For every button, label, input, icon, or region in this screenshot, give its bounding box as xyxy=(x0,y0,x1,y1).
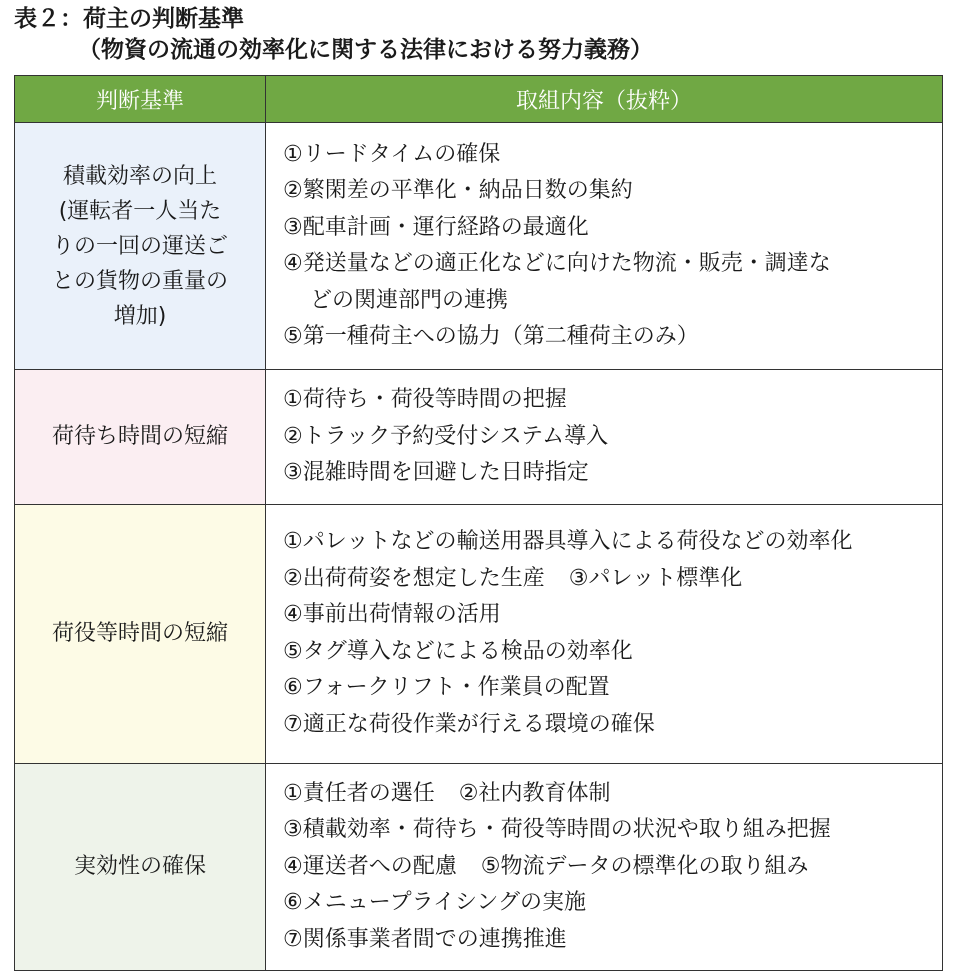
header-actions: 取組内容（抜粋） xyxy=(266,76,943,123)
actions-cell xyxy=(266,370,943,505)
table-row-loading-efficiency xyxy=(15,123,943,370)
criterion-cell xyxy=(15,370,266,505)
criterion-line: 荷役等時間の短縮 xyxy=(51,621,228,646)
action-item: ⑤タグ導入などによる検品の効率化 xyxy=(283,638,633,664)
criterion-line: りの一回の運送ご xyxy=(51,233,228,259)
action-item: ⑤第一種荷主への協力（第二種荷主のみ） xyxy=(283,324,699,349)
action-item: ③積載効率・荷待ち・荷役等時間の状況や取り組み把握 xyxy=(283,817,831,842)
action-item: ①責任者の選任 xyxy=(283,780,435,806)
title-line-2: （物資の流通の効率化に関する法律における努力義務） xyxy=(78,37,653,63)
criterion-cell xyxy=(15,123,266,370)
criterion-line: 積載効率の向上 xyxy=(62,163,217,189)
action-item: ④事前出荷情報の活用 xyxy=(283,602,501,627)
action-item: ⑦関係事業者間での連携推進 xyxy=(283,926,567,952)
table-row-handling-time xyxy=(15,504,943,763)
criterion-line: (運転者一人当た xyxy=(58,198,222,224)
actions-cell xyxy=(266,123,943,370)
title-line-1: 表２：荷主の判断基準 xyxy=(14,6,244,32)
action-item: ④発送量などの適正化などに向けた物流・販売・調達な xyxy=(283,251,831,276)
action-item: ②出荷荷姿を想定した生産 xyxy=(283,565,545,591)
action-item: ⑥フォークリフト・作業員の配置 xyxy=(283,675,610,700)
actions-cell xyxy=(266,763,943,971)
action-item: ②トラック予約受付システム導入 xyxy=(283,423,609,449)
action-item: ③パレット標準化 xyxy=(568,565,743,591)
action-item-continuation: どの関連部門の連携 xyxy=(310,287,509,313)
header-criterion: 判断基準 xyxy=(15,76,266,123)
criterion-line: 荷待ち時間の短縮 xyxy=(51,424,228,450)
actions-cell xyxy=(266,504,943,763)
action-item: ②社内教育体制 xyxy=(458,780,611,806)
action-item: ④運送者への配慮 xyxy=(283,853,457,879)
action-item: ⑤物流データの標準化の取り組み xyxy=(480,853,809,879)
action-item-pair xyxy=(283,849,932,886)
criterion-cell xyxy=(15,504,266,763)
criterion-line: 実効性の確保 xyxy=(73,854,206,880)
criterion-cell xyxy=(15,763,266,971)
action-item: ③配車計画・運行経路の最適化 xyxy=(283,214,589,240)
criterion-line: 増加) xyxy=(113,303,167,329)
table-title xyxy=(14,4,653,66)
action-item: ⑥メニュープライシングの実施 xyxy=(283,890,586,915)
action-item-pair xyxy=(283,561,932,598)
table-row-waiting-time xyxy=(15,370,943,505)
action-item: ①パレットなどの輸送用器具導入による荷役などの効率化 xyxy=(283,529,853,554)
action-item: ②繁閑差の平準化・納品日数の集約 xyxy=(283,178,633,203)
action-item: ①荷待ち・荷役等時間の把握 xyxy=(283,387,567,412)
action-item: ③混雑時間を回避した日時指定 xyxy=(283,460,589,485)
table-row-effectiveness xyxy=(15,763,943,971)
action-item: ⑦適正な荷役作業が行える環境の確保 xyxy=(283,711,655,737)
header-row xyxy=(15,76,943,123)
criteria-table xyxy=(14,75,943,971)
action-item-pair xyxy=(283,776,932,813)
action-item: ①リードタイムの確保 xyxy=(283,141,501,167)
criterion-line: との貨物の重量の xyxy=(51,268,228,294)
